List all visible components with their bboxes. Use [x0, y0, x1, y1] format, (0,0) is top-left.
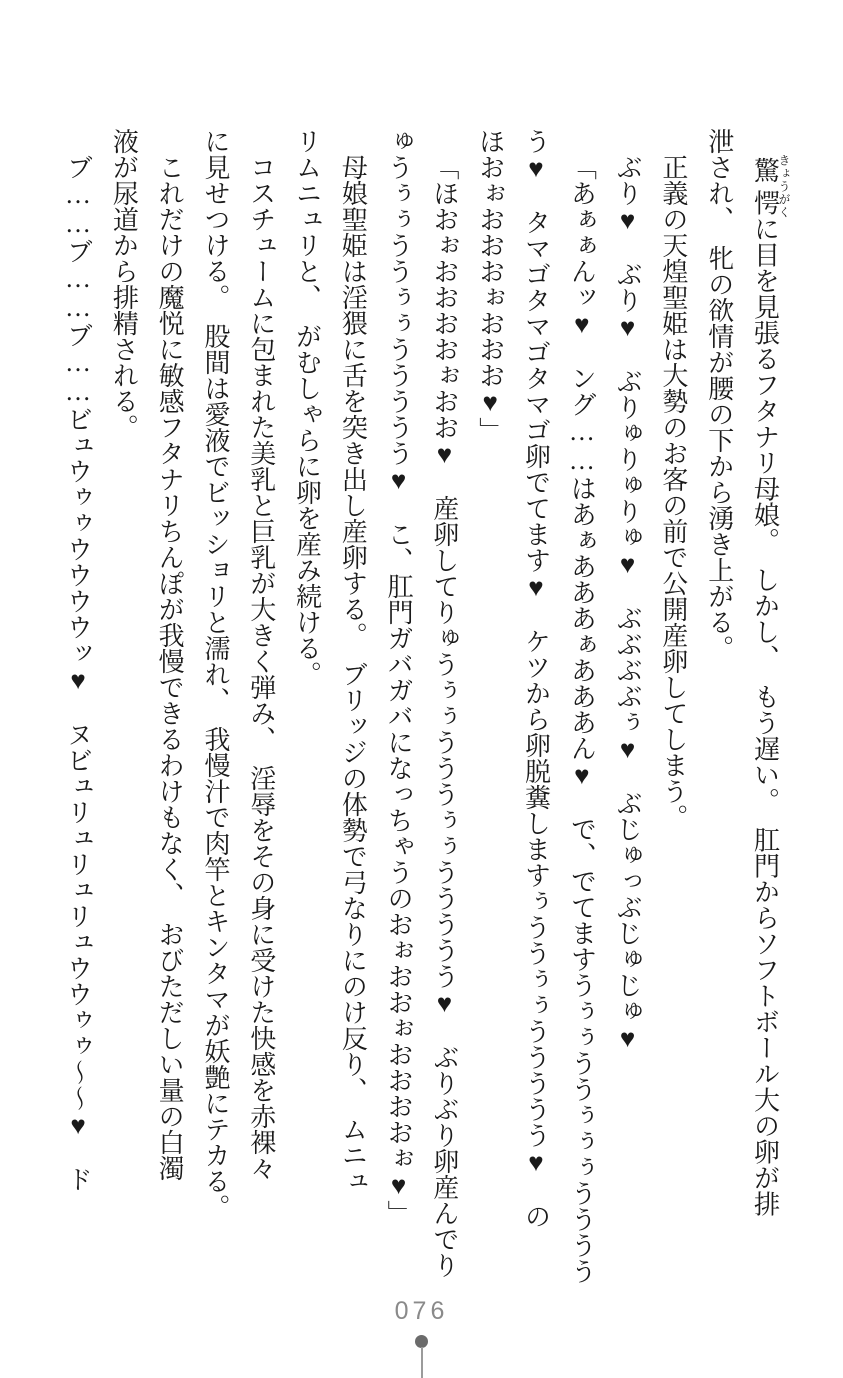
text-column: ゅうぅぅううぅぅううううう♥ こ、肛門ガバガバになっちゃうのおぉおおぉおおおおぉ♥」 — [384, 128, 414, 1226]
text-column: 「ほおぉおおおおぉおお♥ 産卵してりゅうぅぅうううぅぅううううう♥ ぶりぶり卵産んでり — [429, 154, 459, 1278]
text-column: コスチュームに包まれた美乳と巨乳が大きく弾み、 淫辱をその身に受けた快感を赤裸々 — [246, 154, 276, 1181]
text-column: 母娘聖姫は淫猥に舌を突き出し産卵する。 ブリッジの体勢で弓なりにのけ反り、 ムニュ — [338, 154, 368, 1194]
text-column: ほおぉおおおぉおおお♥」 — [475, 128, 505, 443]
page-number: 076 — [394, 1297, 449, 1325]
text-column: ぶり♥ ぶり♥ ぶりゅりゅりゅ♥ ぶぶぶぶぅ♥ ぶじゅっぶじゅじゅ♥ — [613, 154, 643, 1053]
text-block — [56, 128, 791, 1284]
text-column: リムニュリと、 がむしゃらに卵を産み続ける。 — [292, 128, 322, 687]
text-column: ブ……ブ……ブ……ビュウゥゥウウウウッ♥ ヌビュリュリュリュウウゥゥ～～♥ ド — [63, 154, 93, 1192]
text-column: 驚愕きょうがくに目を見張るフタナリ母娘。 しかし、 もう遅い。 肛門からソフトボール大の卵が排 — [750, 154, 791, 1217]
text-column: 泄され、 牝の欲情が腰の下から湧き上がる。 — [704, 128, 734, 661]
text-column: に見せつける。 股間は愛液でビッショリと濡れ、 我慢汁で肉竿とキンタマが妖艶にテカる。 — [200, 128, 230, 1220]
footer-line — [421, 1347, 423, 1378]
text-column: これだけの魔悦に敏感フタナリちんぽが我慢できるわけもなく、 おびただしい量の白濁 — [155, 154, 185, 1181]
text-column: 正義の天煌聖姫は大勢のお客の前で公開産卵してしまう。 — [658, 154, 688, 830]
text-column: 液が尿道から排精される。 — [109, 128, 139, 440]
ruby-annotated-word: 驚愕きょうがく — [750, 154, 791, 219]
text-column: う♥ タマゴタマゴタマゴ卵でてます♥ ケツから卵脱糞しますぅううぅぅううううう♥ の — [521, 128, 551, 1229]
text-column: 「あぁぁんッ♥ ング……はあぁあああぁあああん♥ で、でてますうぅぅううぅぅぅうううう — [567, 154, 597, 1284]
page-footer — [0, 1268, 843, 1378]
